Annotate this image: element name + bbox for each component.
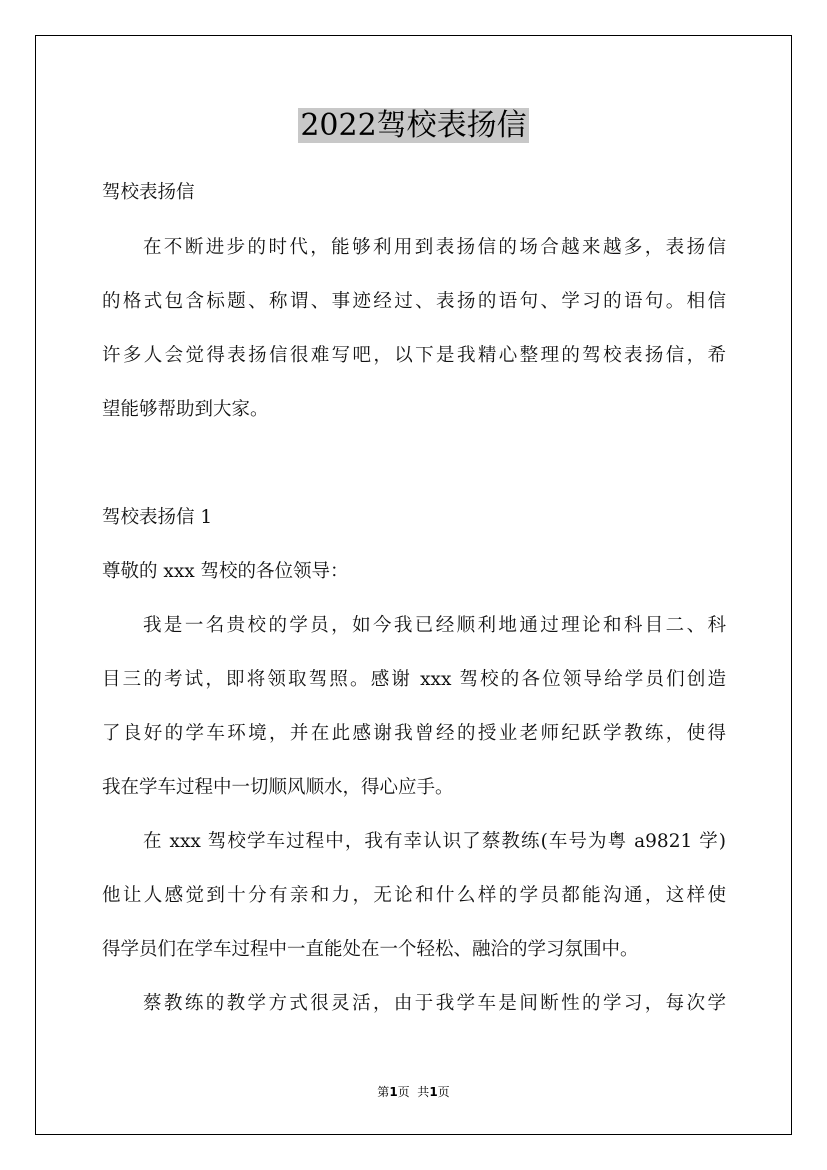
footer-mid: 页 共 <box>397 1085 430 1099</box>
intro-line: 的格式包含标题、称谓、事迹经过、表扬的语句、学习的语句。相信 <box>102 291 726 312</box>
intro-line: 许多人会觉得表扬信很难写吧，以下是我精心整理的驾校表扬信，希 <box>102 345 726 366</box>
paragraph-line: 我是一名贵校的学员，如今我已经顺利地通过理论和科目二、科 <box>143 615 726 636</box>
intro-line: 在不断进步的时代，能够利用到表扬信的场合越来越多，表扬信 <box>143 237 726 258</box>
salutation: 尊敬的 xxx 驾校的各位领导： <box>102 561 349 582</box>
paragraph-line: 目三的考试，即将领取驾照。感谢 xxx 驾校的各位领导给学员们创造 <box>102 669 726 690</box>
total-pages: 1 <box>429 1085 438 1099</box>
document-title: 2022驾校表扬信 <box>300 108 527 143</box>
paragraph-line: 蔡教练的教学方式很灵活，由于我学车是间断性的学习，每次学 <box>143 993 726 1014</box>
footer-suffix: 页 <box>437 1085 450 1099</box>
paragraph-line: 得学员们在学车过程中一直能处在一个轻松、融洽的学习氛围中。 <box>102 939 639 960</box>
paragraph-line: 了良好的学车环境，并在此感谢我曾经的授业老师纪跃学教练，使得 <box>102 723 726 744</box>
paragraph-line: 在 xxx 驾校学车过程中，我有幸认识了蔡教练(车号为粤 a9821 学) <box>143 831 726 852</box>
paragraph-line: 我在学车过程中一切顺风顺水，得心应手。 <box>102 777 454 798</box>
page-footer <box>0 1083 827 1100</box>
intro-line: 望能够帮助到大家。 <box>102 399 269 420</box>
footer-prefix: 第 <box>377 1085 390 1099</box>
page-number: 1 <box>389 1085 398 1099</box>
section-heading: 驾校表扬信 1 <box>102 507 213 528</box>
paragraph-line: 他让人感觉到十分有亲和力，无论和什么样的学员都能沟通，这样使 <box>102 885 726 906</box>
subtitle: 驾校表扬信 <box>102 182 195 203</box>
